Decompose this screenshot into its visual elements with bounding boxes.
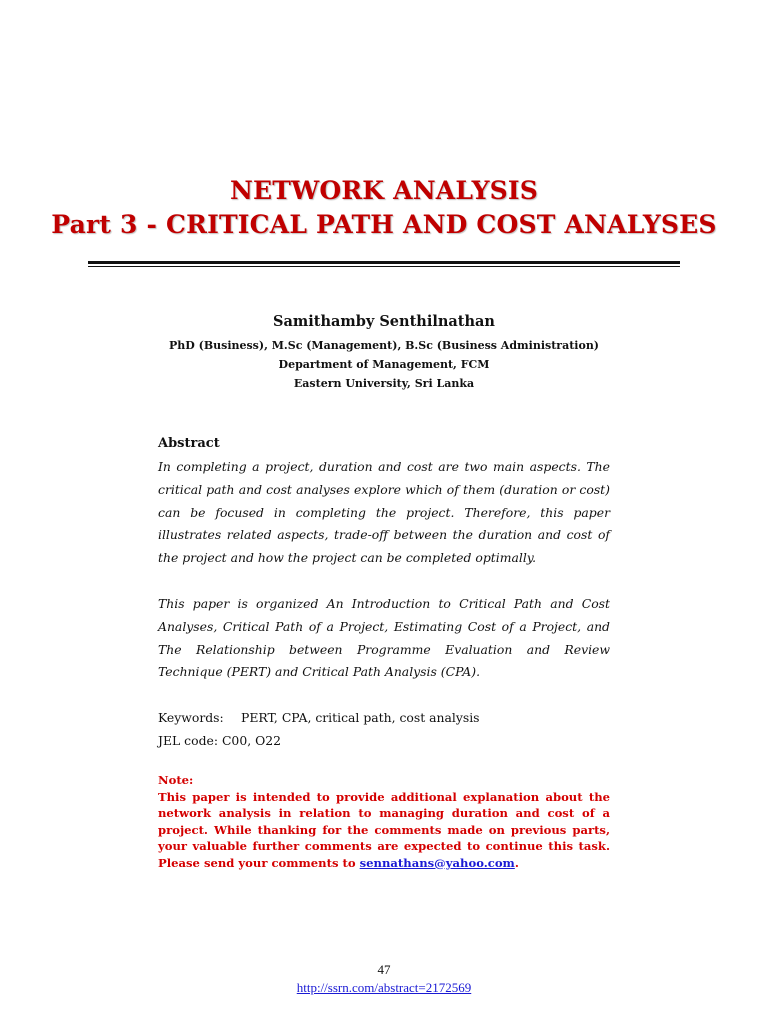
author-name: Samithamby Senthilnathan (273, 313, 495, 330)
abstract-paragraph-2: This paper is organized An Introduction to Critical Path and Cost Analyses, Critical Path of a Project, Estimating Cost of a Project, and The Relationship between Programme Evaluation and Review Technique (PERT) and Critical Path Analysis (CPA). (158, 596, 610, 680)
keywords-label: Keywords: (158, 710, 224, 725)
author-department: Department of Management, FCM (278, 358, 490, 371)
abstract-heading: Abstract (158, 436, 220, 451)
title-divider-thin (88, 266, 680, 267)
note-heading: Note: (158, 773, 194, 787)
author-degrees: PhD (Business), M.Sc (Management), B.Sc (Business Administration) (168, 339, 600, 352)
note-body: This paper is intended to provide additional explanation about the network analysis in relation to managing duration and cost of a project. While thanking for the comments made on previous parts, your valuable further comments are expected to continue this task. Please send your comments to (158, 789, 610, 870)
title-divider-thick (88, 261, 680, 264)
author-university: Eastern University, Sri Lanka (293, 377, 475, 390)
jel-code: JEL code: C00, O22 (158, 733, 282, 748)
keywords-line (158, 707, 480, 729)
page-number: 47 (377, 962, 391, 977)
keywords-value: PERT, CPA, critical path, cost analysis (241, 710, 480, 725)
title-line-2: Part 3 - CRITICAL PATH AND COST ANALYSES (51, 210, 717, 239)
note-box (158, 772, 610, 871)
abstract-paragraph-1: In completing a project, duration and cost are two main aspects. The critical path and cost analyses explore which of them (duration or cost) can be focused in completing the project. Therefore, this paper illustrates related aspects, trade-off between the duration and cost of the project and how the project can be completed optimally. (158, 459, 610, 566)
footer-link-row (0, 979, 768, 997)
title-line-1: NETWORK ANALYSIS (229, 176, 539, 205)
note-body-paragraph (158, 789, 610, 872)
email-link[interactable]: sennathans@yahoo.com (359, 855, 515, 870)
ssrn-link[interactable]: http://ssrn.com/abstract=2172569 (296, 980, 472, 995)
note-trailing-period: . (514, 855, 519, 870)
